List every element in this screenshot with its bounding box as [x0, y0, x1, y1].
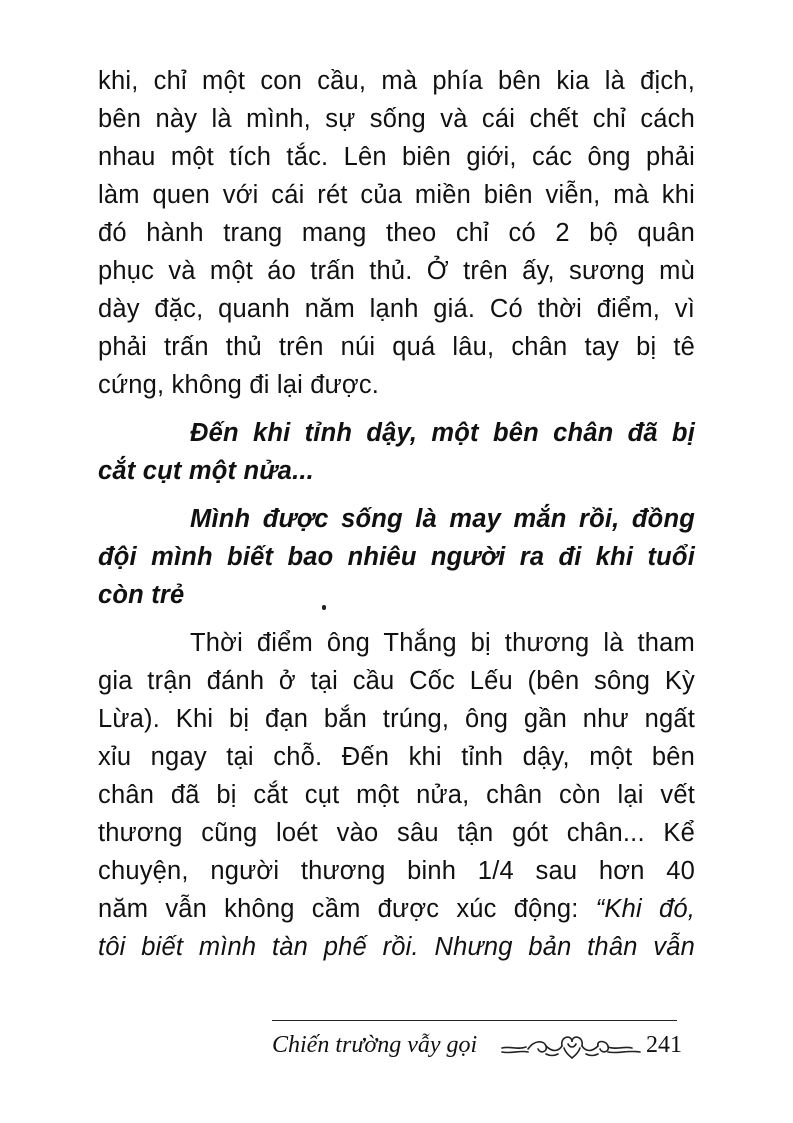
body-text-line: đó hành trang mang theo chỉ có 2 bộ quân: [98, 219, 695, 247]
body-text-line: tôi biết mình tàn phế rồi. Nhưng bản thân vẫn: [98, 933, 695, 961]
quote-line: Mình được sống là may mắn rồi, đồng: [190, 505, 695, 533]
ornament-icon: [500, 1030, 645, 1060]
body-text-line: dày đặc, quanh năm lạnh giá. Có thời điểm, vì: [98, 295, 695, 323]
body-text-line: Lừa). Khi bị đạn bắn trúng, ông gần như ngất: [98, 705, 695, 733]
body-text-line: làm quen với cái rét của miền biên viễn, mà khi: [98, 181, 695, 209]
quote-fragment: “Khi đó,: [595, 895, 695, 923]
body-text-line: gia trận đánh ở tại cầu Cốc Lếu (bên sông Kỳ: [98, 667, 695, 695]
quote-line: còn trẻ: [98, 581, 185, 609]
body-text-line: năm vẫn không cầm được xúc động: “Khi đó,: [98, 895, 695, 923]
body-text-line: xỉu ngay tại chỗ. Đến khi tỉnh dậy, một bên: [98, 743, 695, 771]
quote-line: đội mình biết bao nhiêu người ra đi khi tuổi: [98, 543, 695, 571]
body-text-line: cứng, không đi lại được.: [98, 371, 380, 399]
body-text-line: khi, chỉ một con cầu, mà phía bên kia là địch,: [98, 67, 695, 95]
scan-speck: [322, 605, 326, 610]
footer-rule: [272, 1020, 677, 1021]
page-number: 241: [646, 1032, 682, 1058]
body-text-line: phục và một áo trấn thủ. Ở trên ấy, sương mù: [98, 257, 695, 285]
body-text-line: chuyện, người thương binh 1/4 sau hơn 40: [98, 857, 695, 885]
body-text-line: chân đã bị cắt cụt một nửa, chân còn lại vết: [98, 781, 695, 809]
body-text-line: nhau một tích tắc. Lên biên giới, các ông phải: [98, 143, 695, 171]
quote-line: cắt cụt một nửa...: [98, 457, 314, 485]
body-text-line: Thời điểm ông Thắng bị thương là tham: [190, 629, 695, 657]
footer-book-title: Chiến trường vẫy gọi: [272, 1032, 478, 1058]
body-text-line: thương cũng loét vào sâu tận gót chân... Kể: [98, 819, 695, 847]
body-text-line: phải trấn thủ trên núi quá lâu, chân tay bị tê: [98, 333, 695, 361]
quote-line: Đến khi tỉnh dậy, một bên chân đã bị: [190, 419, 695, 447]
body-text-line: bên này là mình, sự sống và cái chết chỉ cách: [98, 105, 695, 133]
